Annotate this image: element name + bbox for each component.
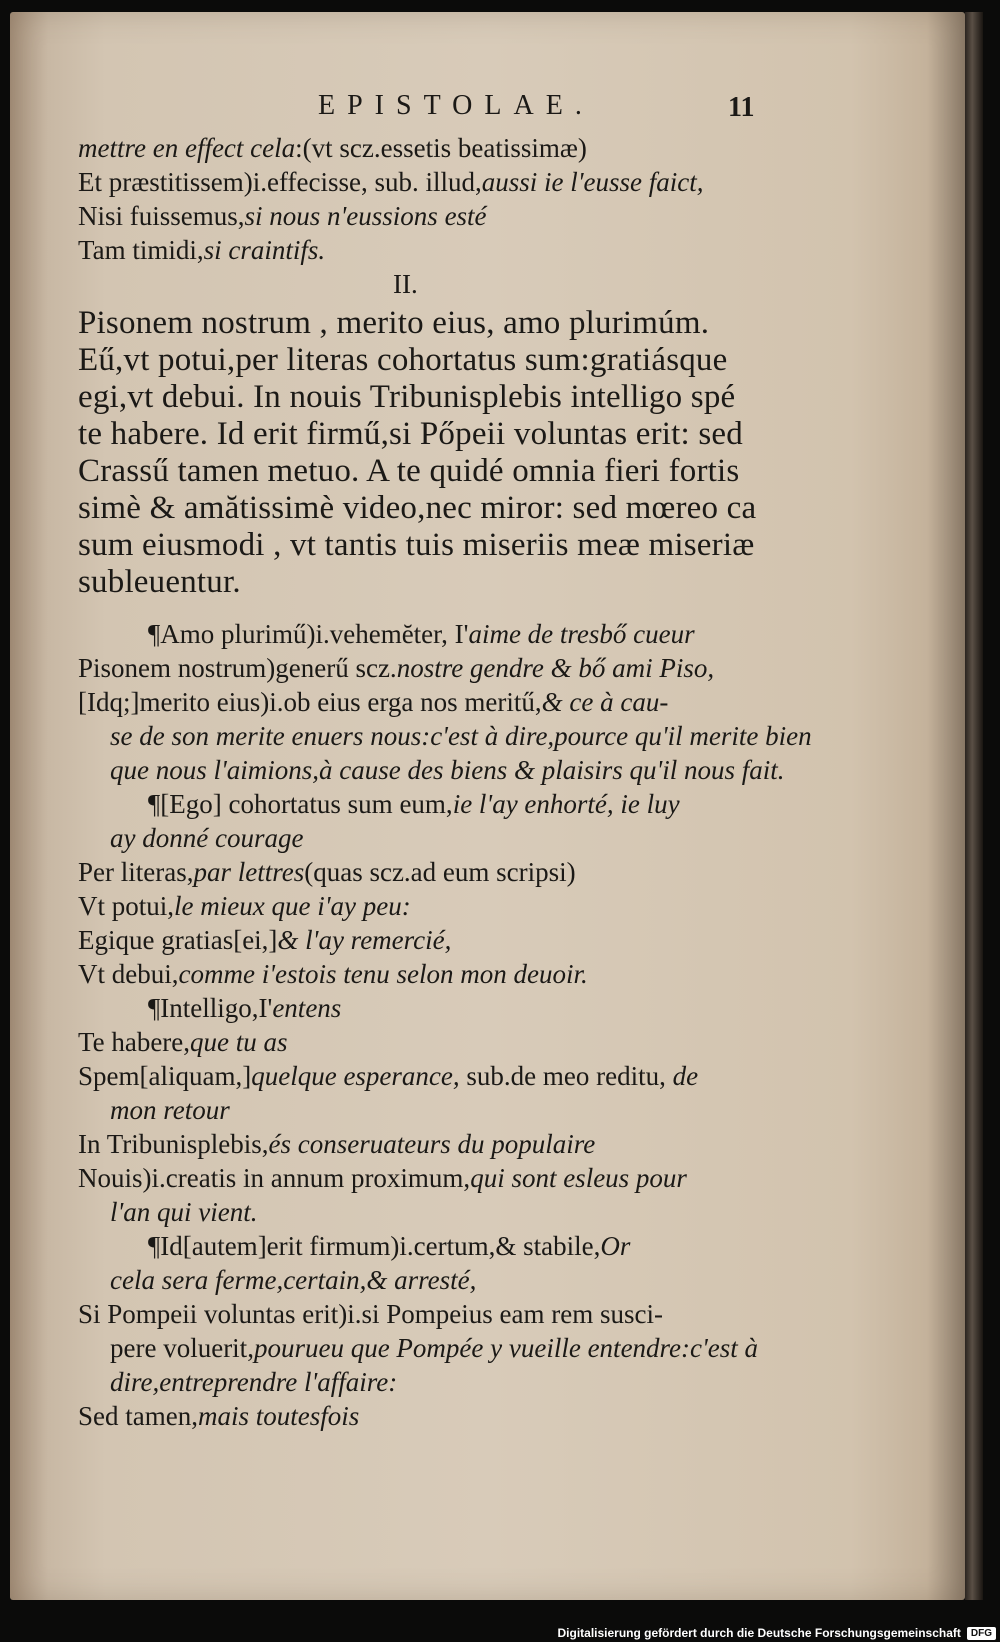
commentary: [78, 618, 812, 1434]
commentary-line: [78, 1060, 798, 1094]
commentary-line: [78, 856, 798, 890]
main-text: [78, 304, 798, 600]
gloss-french: si nous n'eussions esté: [244, 201, 487, 231]
commentary-line: [78, 1196, 798, 1230]
running-head: [78, 86, 798, 132]
commentary-line: [78, 1026, 798, 1060]
commentary-french: l'an qui vient.: [110, 1197, 258, 1227]
section-number: II.: [393, 269, 418, 299]
commentary-french: le mieux que i'ay peu:: [174, 891, 411, 921]
commentary-line: [78, 754, 798, 788]
gloss-latin: :(vt scz.essetis beatissimæ): [295, 133, 587, 163]
commentary-latin: ¶Amo plurimű)i.vehemĕter, I': [148, 619, 469, 649]
commentary-french: aime de tresbő cueur: [468, 619, 695, 649]
commentary-latin: ¶Id[autem]erit firmum)i.certum,& stabile,: [148, 1231, 601, 1261]
commentary-french: mais toutesfois: [197, 1401, 360, 1431]
commentary-latin: pere voluerit,: [110, 1333, 254, 1363]
commentary-line: [78, 890, 798, 924]
commentary-french: cela sera ferme,certain,& arresté,: [110, 1265, 477, 1295]
footer-credit-text: Digitalisierung gefördert durch die Deutsche Forschungsgemeinschaft: [557, 1626, 961, 1640]
commentary-latin: Pisonem nostrum)generű scz.: [78, 653, 397, 683]
commentary-french: comme i'estois tenu selon mon deuoir.: [178, 959, 588, 989]
gloss-line: [78, 132, 798, 166]
commentary-line: [78, 618, 798, 652]
dfg-logo: DFG: [967, 1627, 996, 1640]
gloss-french: aussi ie l'eusse faict,: [481, 167, 704, 197]
commentary-french: qui sont esleus pour: [470, 1163, 687, 1193]
commentary-line: [78, 1400, 798, 1434]
commentary-line: [78, 686, 798, 720]
commentary-line: [78, 1264, 798, 1298]
gloss-latin: Et præstitissem)i.effecisse, sub. illud,: [78, 167, 482, 197]
main-text-line: sum eiusmodi , vt tantis tuis miseriis meæ miseriæ: [78, 527, 755, 563]
commentary-latin: Vt potui,: [78, 891, 175, 921]
main-text-line: Crassű tamen metuo. A te quidé omnia fieri fortis: [78, 453, 740, 489]
commentary-french: & l'ay remercié,: [277, 925, 452, 955]
commentary-french: que tu as: [190, 1027, 288, 1057]
commentary-french: Or: [600, 1231, 631, 1261]
commentary-latin: Sed tamen,: [78, 1401, 198, 1431]
commentary-french: és conseruateurs du populaire: [268, 1129, 596, 1159]
main-text-line: Pisonem nostrum , merito eius, amo plurimúm.: [78, 305, 710, 341]
gloss-french: si craintifs.: [203, 235, 326, 265]
gloss-top: [78, 132, 798, 268]
commentary-line: [78, 1094, 798, 1128]
main-text-line: simè & amătissimè video,nec miror: sed mœreo ca: [78, 490, 757, 526]
commentary-latin: [Idq;]merito eius)i.ob eius erga nos meritű,: [78, 687, 542, 717]
commentary-latin: Per literas,: [78, 857, 194, 887]
gloss-line: [78, 166, 798, 200]
commentary-line: [78, 788, 798, 822]
gloss-french: mettre en effect cela: [78, 133, 296, 163]
page-text: [78, 86, 812, 1434]
commentary-line: [78, 1162, 798, 1196]
commentary-line: [78, 958, 798, 992]
commentary-latin: Vt debui,: [78, 959, 179, 989]
commentary-french: de: [672, 1061, 699, 1091]
commentary-line: [78, 924, 798, 958]
commentary-latin: Nouis)i.creatis in annum proximum,: [78, 1163, 471, 1193]
commentary-french: quelque esperance,: [251, 1061, 460, 1091]
page-edge: [965, 12, 983, 1600]
commentary-french: par lettres: [193, 857, 305, 887]
commentary-line: [78, 1366, 798, 1400]
commentary-line: [78, 1298, 798, 1332]
commentary-french: & ce à cau-: [541, 687, 669, 717]
commentary-line: [78, 992, 798, 1026]
commentary-latin: Spem[aliquam,]: [78, 1061, 252, 1091]
commentary-line: [78, 822, 798, 856]
main-text-line: Eű,vt potui,per literas cohortatus sum:gratiásque: [78, 342, 728, 378]
gloss-latin: Nisi fuissemus,: [78, 201, 245, 231]
page-number: 11: [728, 92, 755, 123]
main-text-line: te habere. Id erit firmű,si Pőpeii voluntas erit: sed: [78, 416, 743, 452]
commentary-french: ay donné courage: [110, 823, 304, 853]
gloss-line: [78, 234, 798, 268]
footer-credit: [557, 1626, 996, 1640]
gloss-line: [78, 200, 798, 234]
commentary-latin: ¶Intelligo,I': [148, 993, 273, 1023]
gloss-latin: Tam timidi,: [78, 235, 204, 265]
commentary-french: mon retour: [110, 1095, 230, 1125]
commentary-line: [78, 720, 812, 754]
commentary-latin: Si Pompeii voluntas erit)i.si Pompeius eam rem susci-: [78, 1299, 663, 1329]
commentary-french: ie l'ay enhorté, ie luy: [452, 789, 680, 819]
commentary-latin: sub.de meo reditu,: [459, 1061, 673, 1091]
commentary-french: nostre gendre & bő ami Piso,: [396, 653, 715, 683]
commentary-latin: Egique gratias[ei,]: [78, 925, 278, 955]
commentary-latin: Te habere,: [78, 1027, 191, 1057]
commentary-line: [78, 652, 798, 686]
commentary-french: dire,entreprendre l'affaire:: [110, 1367, 398, 1397]
running-head-title: EPISTOLAE.: [318, 90, 594, 121]
commentary-latin: In Tribunisplebis,: [78, 1129, 269, 1159]
main-text-line: subleuentur.: [78, 564, 241, 600]
commentary-line: [78, 1230, 798, 1264]
commentary-french: que nous l'aimions,à cause des biens & plaisirs qu'il nous fait.: [110, 755, 785, 785]
commentary-latin: ¶[Ego] cohortatus sum eum,: [148, 789, 453, 819]
main-text-line: egi,vt debui. In nouis Tribunisplebis intelligo spé: [78, 379, 736, 415]
commentary-french: pourueu que Pompée y vueille entendre:c'est à: [253, 1333, 759, 1363]
commentary-french: se de son merite enuers nous:c'est à dire,pource qu'il merite bien: [110, 721, 812, 751]
commentary-french: entens: [272, 993, 342, 1023]
commentary-latin: (quas scz.ad eum scripsi): [304, 857, 576, 887]
commentary-line: [78, 1332, 798, 1366]
commentary-line: [78, 1128, 798, 1162]
